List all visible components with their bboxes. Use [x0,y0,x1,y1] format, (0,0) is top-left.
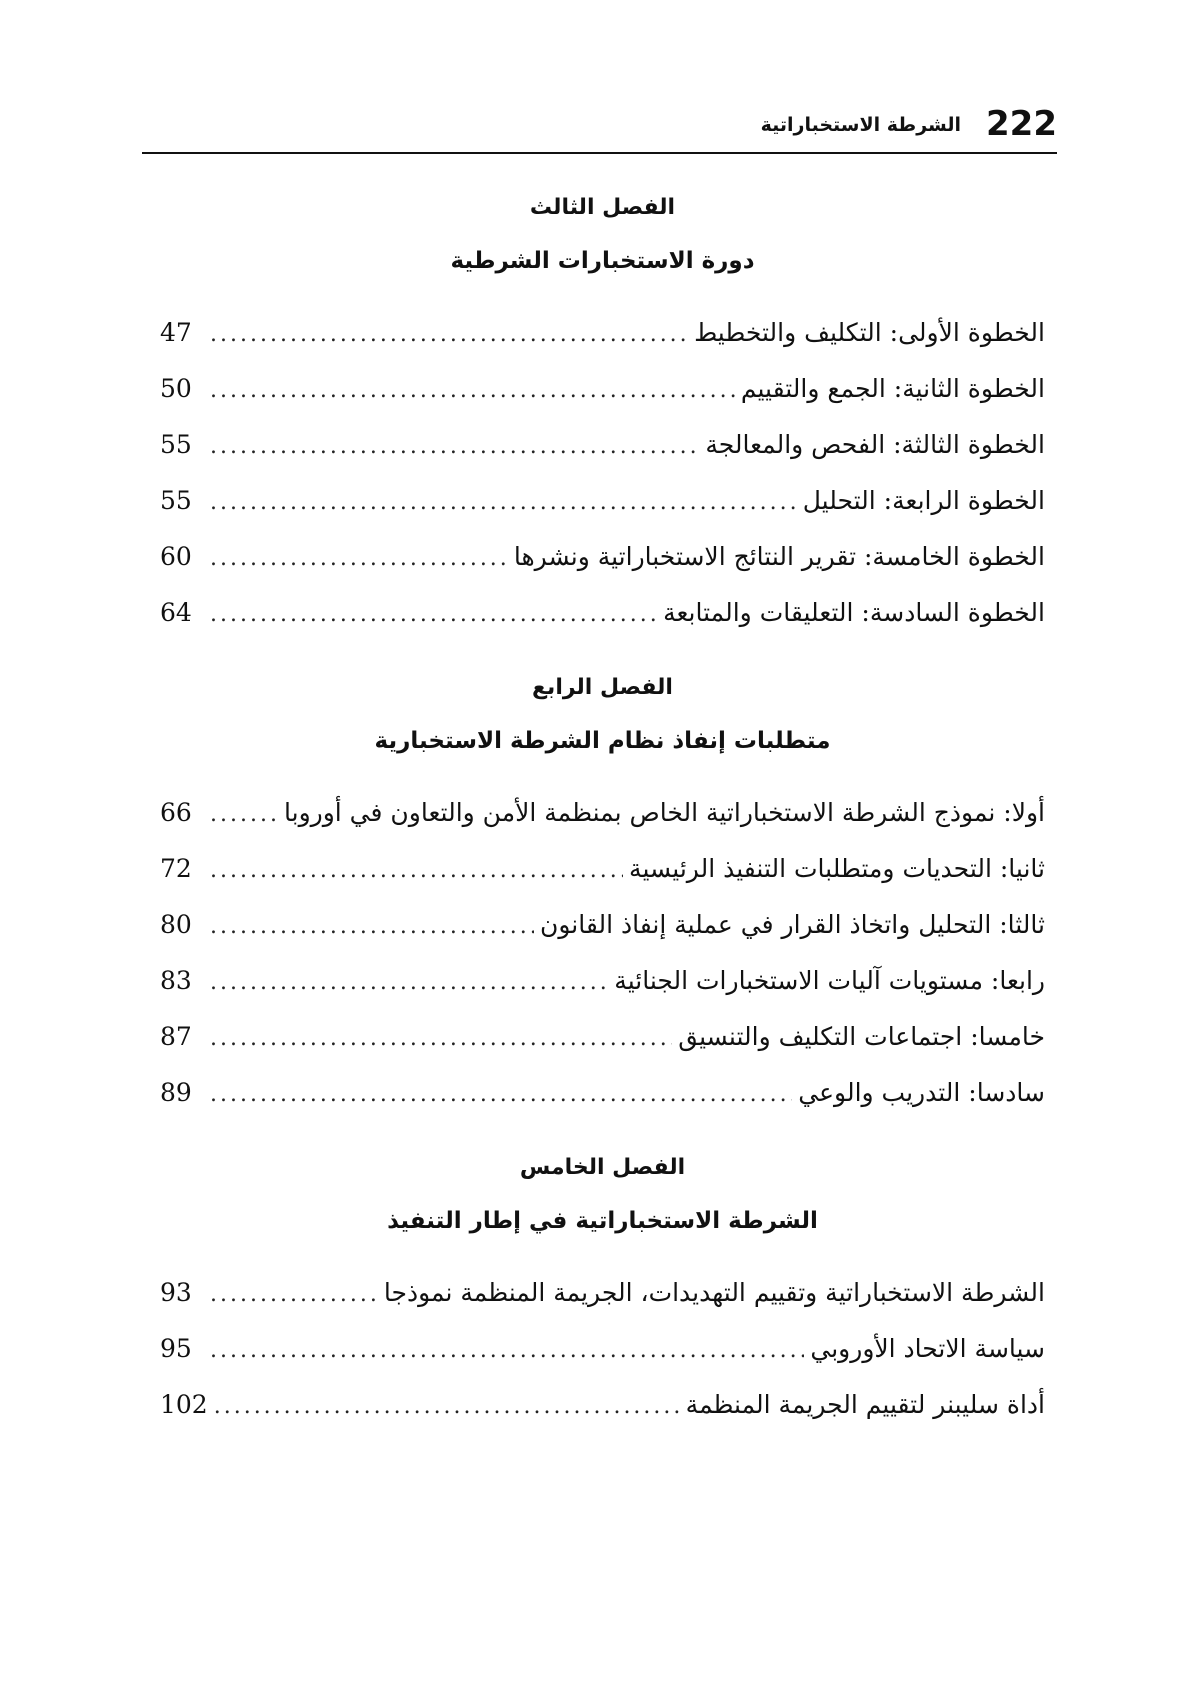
toc-entry-page: 102 [160,1390,208,1419]
toc-list [160,305,1045,641]
toc-entry-text: ثانيا: التحديات ومتطلبات التنفيذ الرئيسية [629,854,1045,883]
toc-entry-text: ثالثا: التحليل واتخاذ القرار في عملية إنفاذ القانون [539,910,1045,939]
toc-entry[interactable] [160,473,1045,529]
chapter-four-section [160,670,1045,1121]
running-header [142,100,1057,152]
toc-entry-page: 50 [160,374,192,403]
toc-entry-page: 93 [160,1278,192,1307]
dot-leader [210,955,608,1011]
dot-leader [210,843,623,899]
toc-entry-text: الشرطة الاستخباراتية وتقييم التهديدات، الجريمة المنظمة نموذجا [383,1278,1045,1307]
toc-entry[interactable] [160,1009,1045,1065]
toc-entry-text: الخطوة الخامسة: تقرير النتائج الاستخباراتية ونشرها [513,542,1045,571]
toc-entry-text: الخطوة السادسة: التعليقات والمتابعة [663,598,1045,627]
toc-entry[interactable] [160,585,1045,641]
toc-list [160,1265,1045,1433]
toc-entry-text: سادسا: التدريب والوعي [798,1078,1045,1107]
toc-entry-text: الخطوة الرابعة: التحليل [802,486,1045,515]
toc-entry[interactable] [160,1065,1045,1121]
dot-leader [210,1267,378,1323]
toc-entry-page: 72 [160,854,192,883]
chapter-title: دورة الاستخبارات الشرطية [450,248,755,274]
toc-entry-page: 55 [160,430,192,459]
page-number: 222 [986,104,1057,144]
toc-entry-page: 83 [160,966,192,995]
dot-leader [210,1011,672,1067]
dot-leader [214,1379,680,1435]
dot-leader [210,419,699,475]
toc-entry[interactable] [160,1321,1045,1377]
toc-entry[interactable] [160,1265,1045,1321]
running-title: الشرطة الاستخباراتية [760,114,961,136]
chapter-five-section [160,1150,1045,1433]
toc-entry[interactable] [160,305,1045,361]
chapter-three-section [160,190,1045,641]
toc-entry[interactable] [160,529,1045,585]
toc-list [160,785,1045,1121]
toc-entry-text: خامسا: اجتماعات التكليف والتنسيق [678,1022,1045,1051]
toc-entry[interactable] [160,361,1045,417]
toc-entry[interactable] [160,897,1045,953]
toc-entry-text: سياسة الاتحاد الأوروبي [810,1334,1045,1363]
toc-entry-page: 47 [160,318,192,347]
toc-entry[interactable] [160,417,1045,473]
dot-leader [210,307,688,363]
dot-leader [210,1323,804,1379]
toc-entry[interactable] [160,953,1045,1009]
chapter-label: الفصل الثالث [529,195,676,220]
chapter-title: الشرطة الاستخباراتية في إطار التنفيذ [387,1208,818,1234]
toc-entry-text: أولا: نموذج الشرطة الاستخباراتية الخاص بمنظمة الأمن والتعاون في أوروبا [284,798,1045,827]
chapter-label: الفصل الرابع [532,675,673,700]
toc-entry-text: الخطوة الثانية: الجمع والتقييم [740,374,1045,403]
dot-leader [210,787,278,843]
toc-entry-page: 87 [160,1022,192,1051]
toc-entry-text: الخطوة الأولى: التكليف والتخطيط [694,318,1045,347]
toc-entry[interactable] [160,785,1045,841]
toc-entry-text: رابعا: مستويات آليات الاستخبارات الجنائية [614,966,1045,995]
toc-entry-page: 89 [160,1078,192,1107]
dot-leader [210,587,657,643]
header-rule [142,152,1057,154]
toc-entry-page: 64 [160,598,192,627]
dot-leader [210,475,797,531]
toc-entry[interactable] [160,841,1045,897]
toc-entry-page: 60 [160,542,192,571]
toc-entry-page: 95 [160,1334,192,1363]
toc-entry-page: 66 [160,798,192,827]
dot-leader [210,531,508,587]
toc-entry-page: 55 [160,486,192,515]
dot-leader [210,1067,792,1123]
toc-entry-text: أداة سليبنر لتقييم الجريمة المنظمة [685,1390,1045,1419]
chapter-title: متطلبات إنفاذ نظام الشرطة الاستخبارية [374,728,831,754]
toc-entry[interactable] [160,1377,1045,1433]
toc-entry-text: الخطوة الثالثة: الفحص والمعالجة [705,430,1045,459]
toc-entry-page: 80 [160,910,192,939]
chapter-label: الفصل الخامس [519,1155,686,1180]
dot-leader [210,899,534,955]
dot-leader [210,363,735,419]
